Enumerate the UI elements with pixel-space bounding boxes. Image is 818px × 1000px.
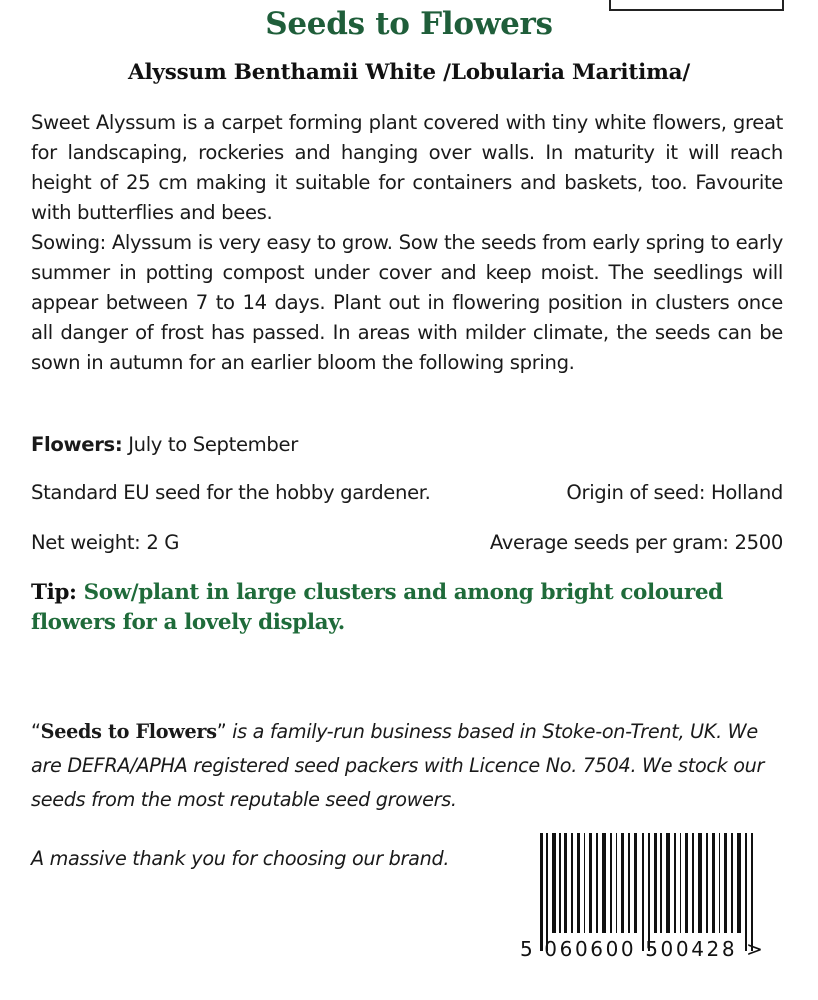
barcode-guard-bar: [642, 833, 644, 951]
barcode-bar: [719, 833, 720, 933]
barcode-bar: [634, 833, 637, 933]
barcode-guard-bar: [546, 833, 548, 951]
barcode-bar: [621, 833, 624, 933]
barcode-bar: [706, 833, 708, 933]
seed-info-row: [31, 479, 783, 507]
barcode-bar: [596, 833, 598, 933]
tip-label: Tip:: [31, 580, 77, 605]
barcode-bar: [616, 833, 617, 933]
standard-text: Standard EU seed for the hobby gardener.: [31, 481, 431, 504]
description-paragraph: Sweet Alyssum is a carpet forming plant covered with tiny white flowers, great for landscaping, rockeries and hanging over walls. In maturity it will reach height of 25 cm making it suitable for containers and baskets, too. Favourite with butterflies and bees.: [31, 111, 783, 224]
barcode-guard-bar: [745, 833, 747, 951]
open-quote: “: [31, 720, 41, 743]
barcode-bar: [584, 833, 585, 933]
close-quote: ”: [216, 720, 227, 743]
about-body: is a family-run business based in Stoke-on-Trent, UK. We are DEFRA/APHA registered seed packers with Licence No. 7504. We stock our seeds from the most reputable seed growers.: [31, 720, 765, 811]
origin-text: Origin of seed: Holland: [566, 481, 783, 504]
barcode-bar: [680, 833, 681, 933]
barcode-bar: [660, 833, 662, 933]
barcode-bar: [712, 833, 715, 933]
brand-title: Seeds to Flowers: [265, 6, 553, 42]
tip-text: Sow/plant in large clusters and among bright coloured flowers for a lovely display.: [31, 580, 723, 635]
barcode-bar: [559, 833, 561, 933]
barcode-end-mark: >: [746, 937, 766, 961]
barcode-bar: [674, 833, 676, 933]
barcode-bar: [654, 833, 657, 933]
barcode-digits: [520, 937, 782, 961]
sowing-paragraph: Sowing: Alyssum is very easy to grow. Sow the seeds from early spring to early summer in potting compost under cover and keep moist. The seedlings will appear between 7 to 14 days. Plant out in flowering position in clusters once all danger of frost has passed. In areas with milder climate, the seeds can be sown in autumn for an earlier bloom the following spring.: [31, 231, 783, 374]
product-title: Alyssum Benthamii White /Lobularia Maritima/: [127, 60, 691, 85]
barcode-bar: [602, 833, 606, 933]
barcode-guard-bar: [540, 833, 543, 951]
barcode-bar: [724, 833, 727, 933]
barcode-first-digit: 5: [520, 937, 536, 961]
weight-row: [31, 529, 783, 557]
barcode-bar: [610, 833, 612, 933]
flowers-label: Flowers:: [31, 433, 123, 456]
barcode-bar: [685, 833, 688, 933]
flowering-line: [31, 431, 298, 459]
flowers-value: July to September: [122, 433, 298, 456]
barcode-bar: [731, 833, 733, 933]
barcode-bar: [552, 833, 556, 933]
barcode-bar: [692, 833, 694, 933]
barcode-guard-bar: [648, 833, 650, 951]
net-weight: Net weight: 2 G: [31, 531, 180, 554]
flowering-period: [31, 431, 783, 459]
barcode-bar: [628, 833, 630, 933]
barcode-bar: [698, 833, 702, 933]
about-brand: Seeds to Flowers: [40, 720, 217, 743]
barcode-bar: [589, 833, 592, 933]
barcode-left-group: 060600: [544, 937, 637, 961]
about-text: [31, 715, 771, 817]
barcode-bar: [564, 833, 567, 933]
description: [31, 108, 783, 378]
thank-you-text: A massive thank you for choosing our brand.: [31, 847, 450, 870]
barcode-bar: [737, 833, 741, 933]
barcode-right-group: 500428: [645, 937, 738, 961]
barcode-bar: [666, 833, 670, 933]
barcode-bar: [571, 833, 573, 933]
average-seeds: Average seeds per gram: 2500: [489, 531, 783, 554]
tip: [31, 578, 791, 638]
barcode-guard-bar: [751, 833, 753, 951]
barcode-bar: [577, 833, 580, 933]
